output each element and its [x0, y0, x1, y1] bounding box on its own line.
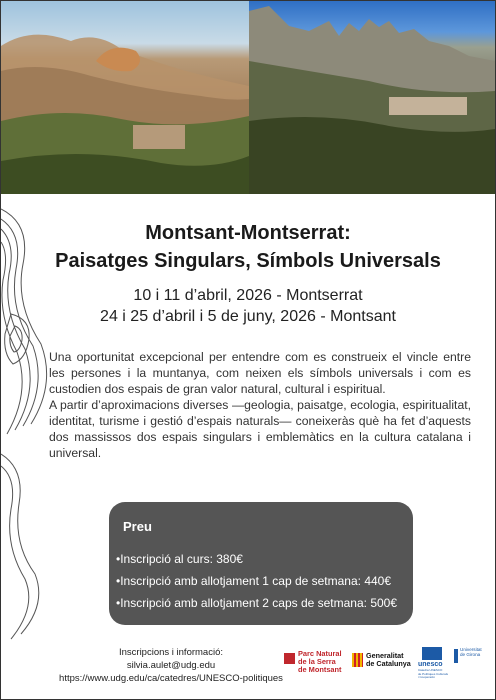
montsant-cliffs-illustration [1, 1, 249, 194]
partner-logos [284, 647, 484, 683]
price-item-2-weekends: •Inscripció amb allotjament 2 caps de setmana: 500€ [116, 596, 398, 610]
price-box [109, 502, 413, 625]
parc-natural-mark-icon [284, 653, 295, 664]
price-heading: Preu [123, 519, 152, 534]
senyera-icon [352, 653, 363, 667]
udg-logo-text: Universitat de Girona [460, 647, 482, 658]
parc-natural-logo [284, 650, 346, 678]
registration-label: Inscripcions i informació: [118, 647, 223, 658]
poster-title-line2: Paisatges Singulars, Símbols Universals [55, 250, 441, 272]
header-photos [1, 1, 495, 194]
udg-logo [454, 647, 484, 677]
generalitat-logo-text: Generalitat de Catalunya [366, 651, 411, 668]
montserrat-peaks-illustration [249, 1, 495, 194]
price-list [116, 548, 397, 614]
poster-body [1, 194, 495, 699]
description-paragraph-2: A partir d’aproximacions diverses —geologia, paisatge, ecologia, espiritualitat, identitat, turisme i gestió d’espais naturals— coneixeràs què ha fet d’aquests dos massissos dos espais singulars i emblemàtics en la cultura catalana i universal. [49, 398, 471, 460]
registration-info [41, 646, 301, 685]
info-url[interactable]: https://www.udg.edu/ca/catedres/UNESCO-politiques [59, 673, 283, 684]
unesco-chair-text: Càtedra UNESCO de Polítiques Culturals i Cooperació [418, 668, 449, 679]
montsant-cliffs-photo [1, 1, 249, 194]
poster-title-line1: Montsant-Montserrat: [145, 222, 351, 244]
udg-mark-icon [454, 649, 458, 663]
unesco-logo-text: unesco [418, 661, 443, 668]
unesco-logo [418, 647, 452, 677]
parc-natural-logo-text: Parc Natural de la Serra de Montsant [298, 649, 342, 674]
contact-email[interactable]: silvia.aulet@udg.edu [126, 660, 216, 671]
generalitat-logo [352, 650, 412, 678]
dates-montserrat: 10 i 11 d’abril, 2026 - Montserrat [133, 287, 363, 304]
course-description [49, 349, 471, 461]
price-item-1-weekend: •Inscripció amb allotjament 1 cap de setmana: 440€ [116, 574, 392, 588]
price-item-course: •Inscripció al curs: 380€ [116, 552, 243, 566]
description-paragraph-1: Una oportunitat excepcional per entendre com es construeix el vincle entre les persones i la muntanya, com neixen els símbols universals i com es custodien dos espais de gran valor natural, cultural i espiritual. [49, 350, 471, 396]
unesco-temple-icon [422, 647, 442, 660]
montserrat-mountains-photo [249, 1, 495, 194]
dates-montsant: 24 i 25 d’abril i 5 de juny, 2026 - Montsant [100, 308, 396, 325]
